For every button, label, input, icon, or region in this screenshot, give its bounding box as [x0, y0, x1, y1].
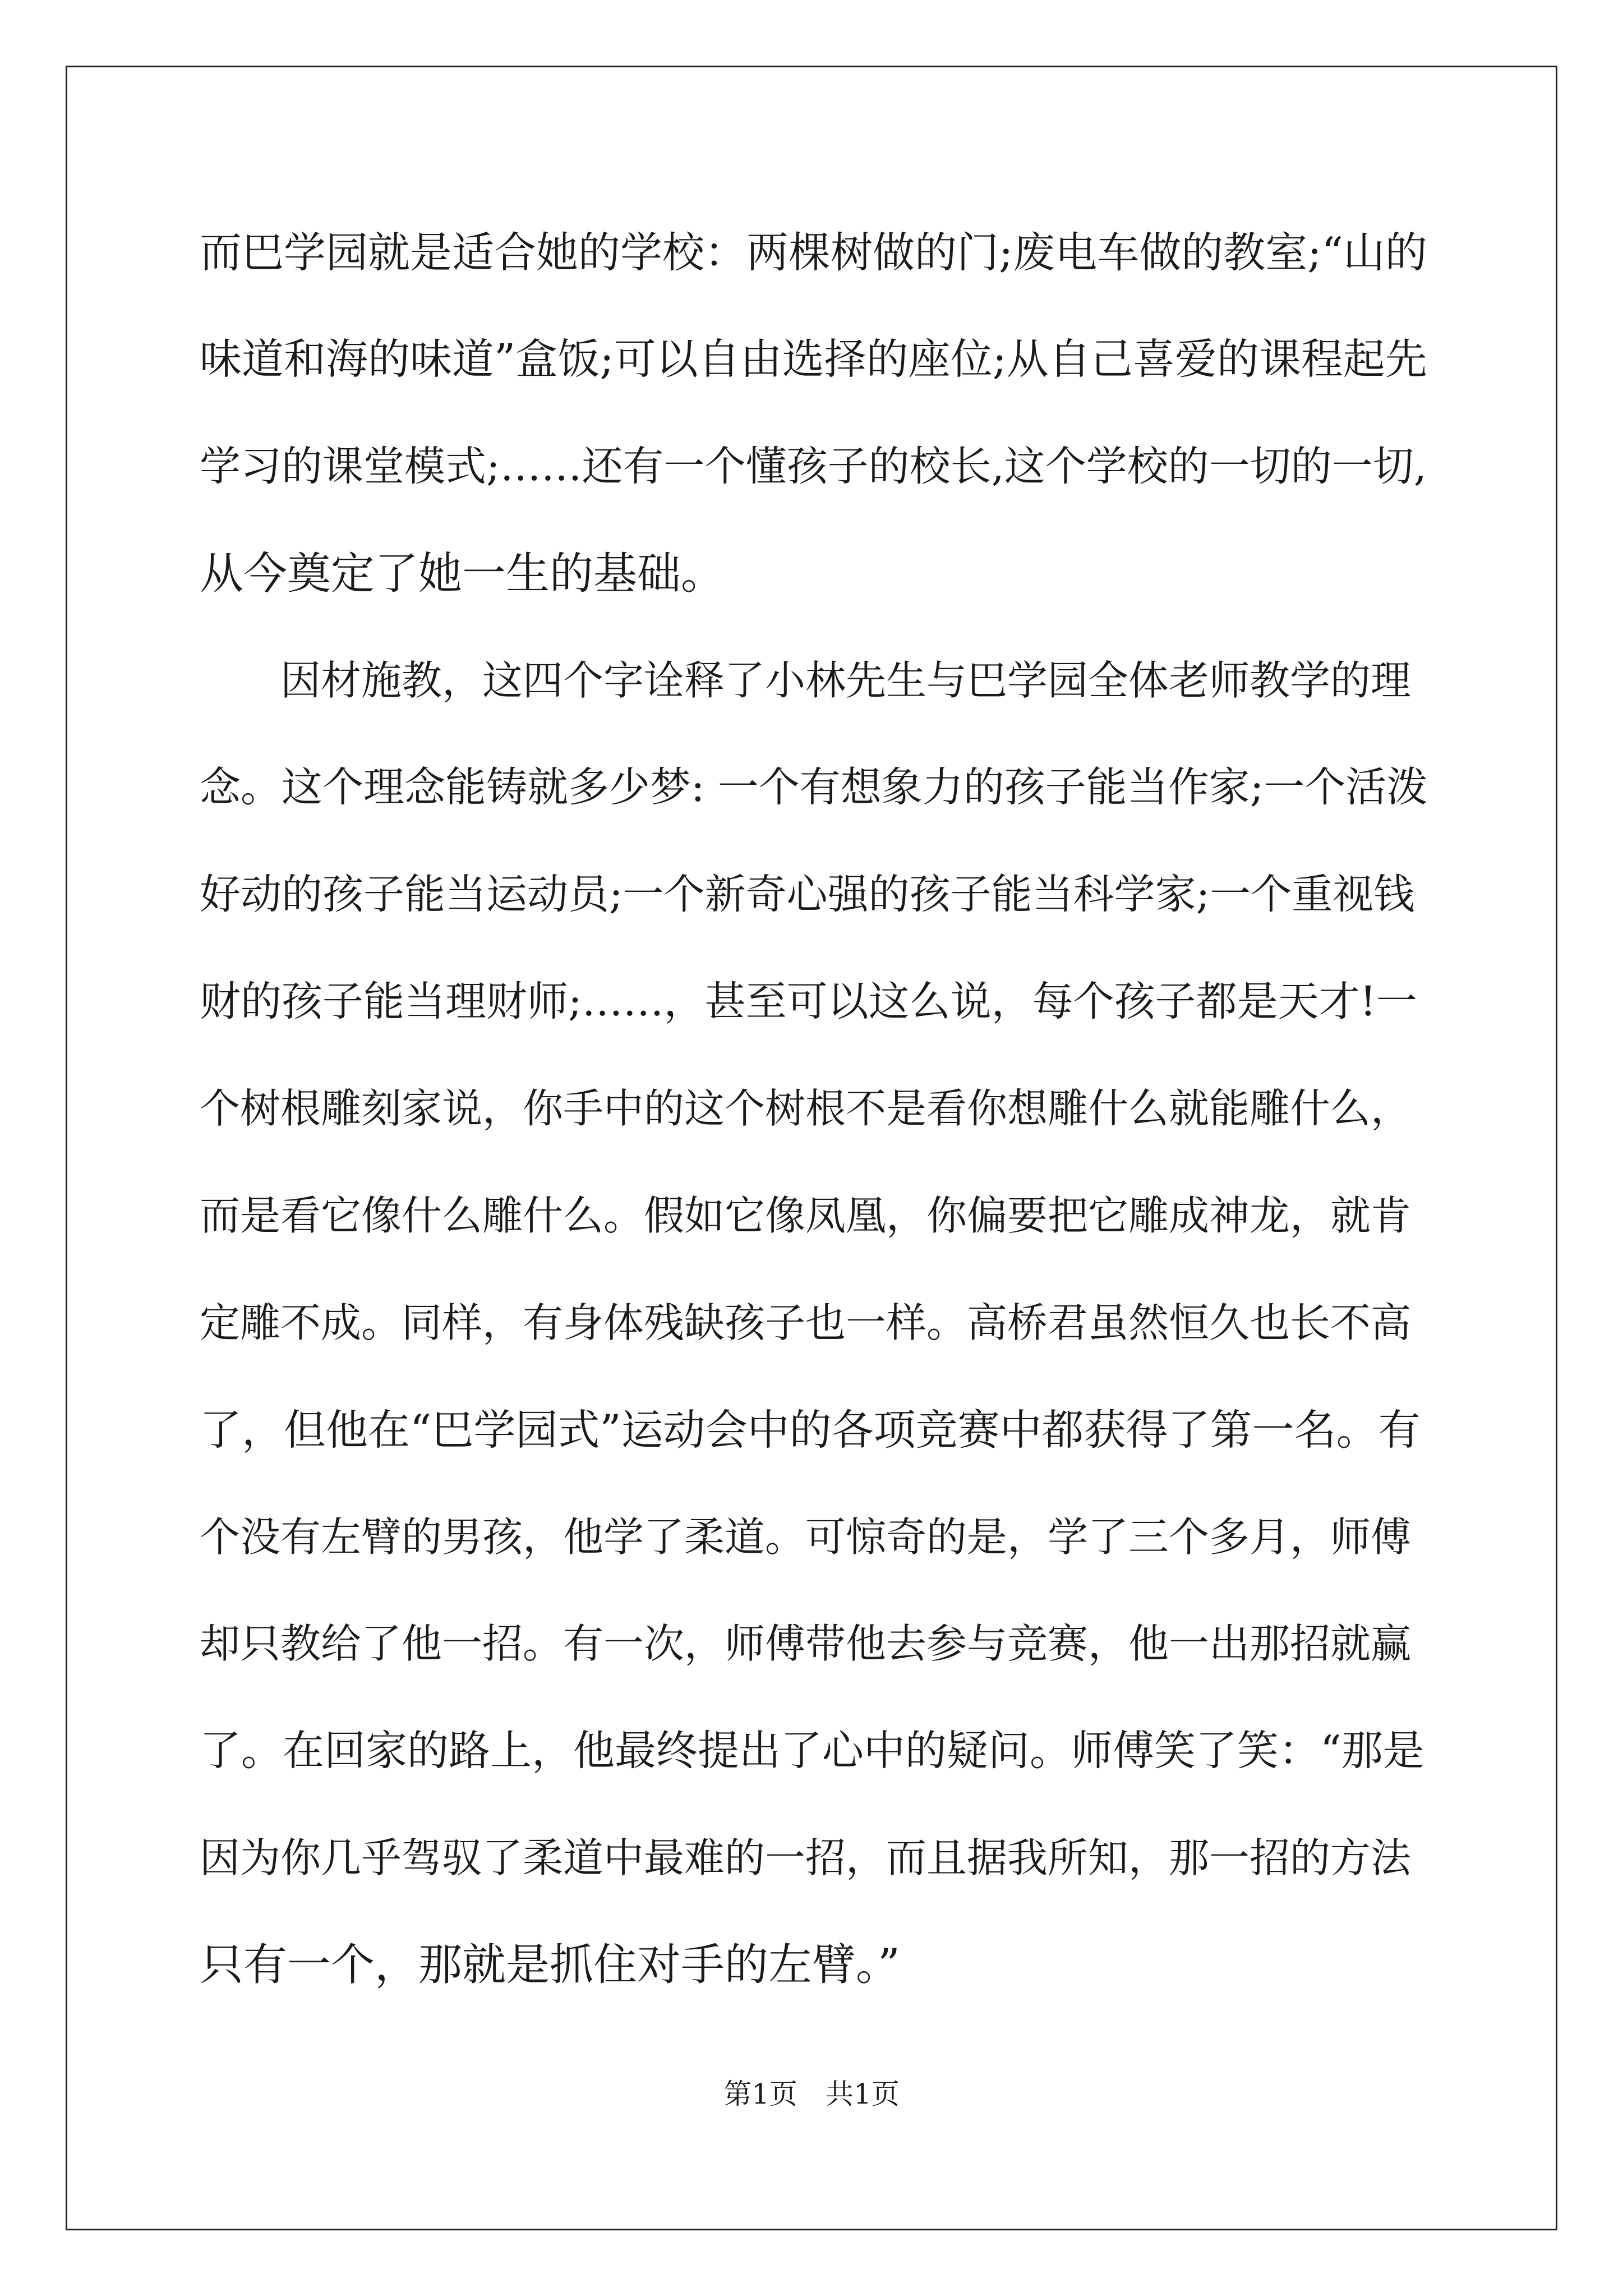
text-line: 而巴学园就是适合她的学校：两棵树做的门;废电车做的教室;“山的: [200, 228, 1427, 277]
text-line: 学习的课堂模式;……还有一个懂孩子的校长,这个学校的一切的一切,: [200, 443, 1427, 490]
text-line: 好动的孩子能当运动员;一个新奇心强的孩子能当科学家;一个重视钱: [200, 871, 1415, 918]
text-line: 只有一个，那就是抓住对手的左臂。”: [200, 1940, 900, 1990]
text-line: 财的孩子能当理财师;……，甚至可以这么说，每个孩子都是天才!一: [200, 978, 1417, 1025]
text-line: 从今奠定了她一生的基础。: [200, 549, 725, 599]
text-line: 定雕不成。同样，有身体残缺孩子也一样。高桥君虽然恒久也长不高: [200, 1299, 1412, 1346]
text-line: 因为你几乎驾驭了柔道中最难的一招，而且据我所知，那一招的方法: [200, 1834, 1412, 1881]
text-line: 个没有左臂的男孩，他学了柔道。可惊奇的是，学了三个多月，师傅: [200, 1513, 1412, 1561]
text-line: 了。在回家的路上，他最终提出了心中的疑问。师傅笑了笑：“那是: [200, 1727, 1424, 1775]
text-line: 而是看它像什么雕什么。假如它像凤凰，你偏要把它雕成神龙，就肯: [200, 1192, 1412, 1239]
text-line: 因材施教，这四个字诠释了小林先生与巴学园全体老师教学的理: [200, 657, 1412, 704]
text-line: 味道和海的味道”盒饭;可以自由选择的座位;从自己喜爱的课程起先: [200, 334, 1427, 384]
text-line: 个树根雕刻家说，你手中的这个树根不是看你想雕什么就能雕什么，: [200, 1085, 1412, 1132]
text-line: 念。这个理念能铸就多少梦: 一个有想象力的孩子能当作家;一个活泼: [200, 763, 1428, 811]
page-number-footer: 第1页 共1页: [723, 2078, 900, 2110]
page-border: [66, 66, 1557, 2230]
text-line: 了，但他在“巴学园式”运动会中的各项竞赛中都获得了第一名。有: [200, 1405, 1421, 1455]
text-line: 却只教给了他一招。有一次，师傅带他去参与竞赛，他一出那招就赢: [200, 1620, 1412, 1667]
